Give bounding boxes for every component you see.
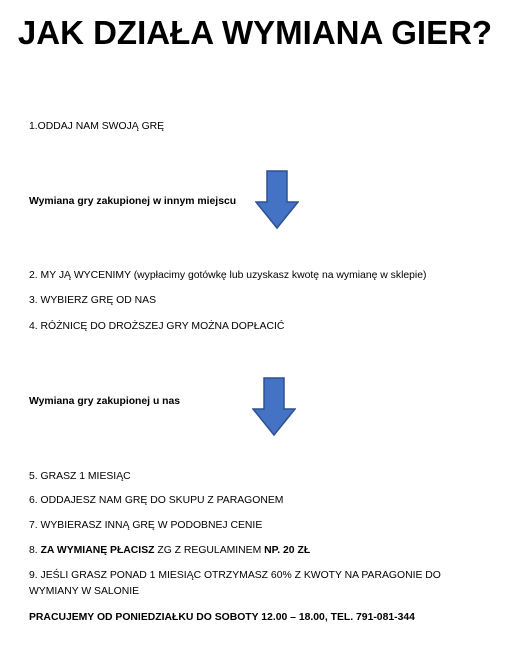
step-8-fee-example: NP. 20 ZŁ xyxy=(264,545,311,556)
step-9: 9. JEŚLI GRASZ PONAD 1 MIESIĄC OTRZYMASZ 60% Z KWOTY NA PARAGONIE DO WYMIANY W SALONIE xyxy=(29,570,441,597)
page-title: JAK DZIAŁA WYMIANA GIER? xyxy=(17,14,493,51)
step-2: 2. MY JĄ WYCENIMY (wypłacimy gotówkę lub uzyskasz kwotę na wymianę w sklepie) xyxy=(29,270,427,281)
footer-hours-phone: PRACUJEMY OD PONIEDZIAŁKU DO SOBOTY 12.00 – 18.00, TEL. 791-081-344 xyxy=(29,612,415,623)
step-3: 3. WYBIERZ GRĘ OD NAS xyxy=(29,295,157,306)
section-heading-here: Wymiana gry zakupionej u nas xyxy=(29,396,181,407)
step-8 xyxy=(29,545,310,556)
step-5: 5. GRASZ 1 MIESIĄC xyxy=(29,471,131,482)
section-heading-elsewhere: Wymiana gry zakupionej w innym miejscu xyxy=(29,196,237,207)
step-7: 7. WYBIERASZ INNĄ GRĘ W PODOBNEJ CENIE xyxy=(29,520,263,531)
step-8-number: 8. xyxy=(29,545,41,556)
step-8-fee-label: ZA WYMIANĘ PŁACISZ xyxy=(40,545,155,556)
step-6: 6. ODDAJESZ NAM GRĘ DO SKUPU Z PARAGONEM xyxy=(29,495,284,506)
down-arrow-icon xyxy=(255,170,299,230)
down-arrow-icon xyxy=(252,377,296,437)
step-1: 1.ODDAJ NAM SWOJĄ GRĘ xyxy=(29,121,165,132)
step-8-rule-text: ZG Z REGULAMINEM xyxy=(154,545,265,556)
step-4: 4. RÓŻNICĘ DO DROŻSZEJ GRY MOŻNA DOPŁACIĆ xyxy=(29,321,285,332)
